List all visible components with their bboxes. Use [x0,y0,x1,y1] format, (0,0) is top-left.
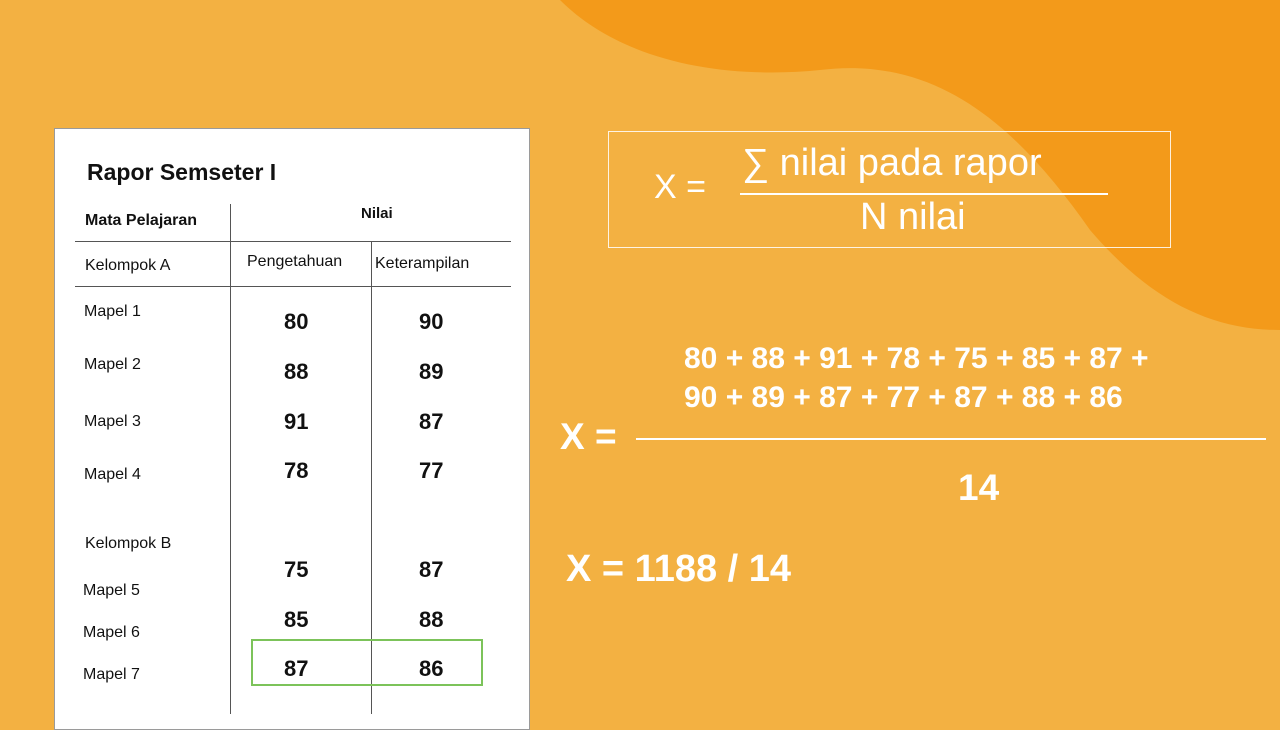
knowledge-score: 85 [284,607,309,632]
knowledge-score: 75 [284,557,309,582]
skill-score: 86 [419,656,444,681]
knowledge-score: 91 [284,409,309,434]
header-score: Nilai [361,205,393,222]
subject-label: Mapel 1 [84,303,141,320]
knowledge-score: 88 [284,359,309,384]
header-knowledge: Pengetahuan [247,253,343,270]
skill-score: 87 [419,557,444,582]
knowledge-score: 78 [284,458,309,483]
subject-label: Mapel 2 [84,356,141,373]
knowledge-score: 87 [284,656,309,681]
skill-score: 77 [419,458,444,483]
highlight-box [251,639,483,686]
group-a-label: Kelompok A [85,257,171,274]
subject-label: Mapel 5 [83,582,140,599]
report-card-title: Rapor Semseter I [87,159,277,185]
table-divider-header [75,286,511,287]
calc-result: X = 1188 / 14 [566,548,792,590]
calc-x-equals: X = [560,416,617,457]
subject-label: Mapel 7 [83,666,140,683]
skill-score: 88 [419,607,444,632]
calc-numerator-line1: 80 + 88 + 91 + 78 + 75 + 85 + 87 + [684,342,1149,375]
table-divider-col1 [230,204,231,714]
skill-score: 87 [419,409,444,434]
report-card [54,128,530,730]
subject-label: Mapel 3 [84,413,141,430]
header-skill: Keterampilan [375,255,470,272]
subject-label: Mapel 6 [83,624,140,641]
subject-label: Mapel 4 [84,466,141,483]
formula-numerator: ∑ nilai pada rapor [742,142,1042,184]
skill-score: 89 [419,359,444,384]
skill-score: 90 [419,309,444,334]
calc-numerator-line2: 90 + 89 + 87 + 77 + 87 + 88 + 86 [684,381,1123,414]
group-b-label: Kelompok B [85,535,172,552]
header-subject: Mata Pelajaran [85,212,198,229]
knowledge-score: 80 [284,309,309,334]
table-divider-top [75,241,511,242]
calc-denominator: 14 [958,467,1000,508]
formula-x-equals: X = [654,168,706,206]
formula-denominator: N nilai [860,196,966,238]
calc-fraction-line [636,438,1266,440]
formula-fraction-line [740,193,1108,195]
